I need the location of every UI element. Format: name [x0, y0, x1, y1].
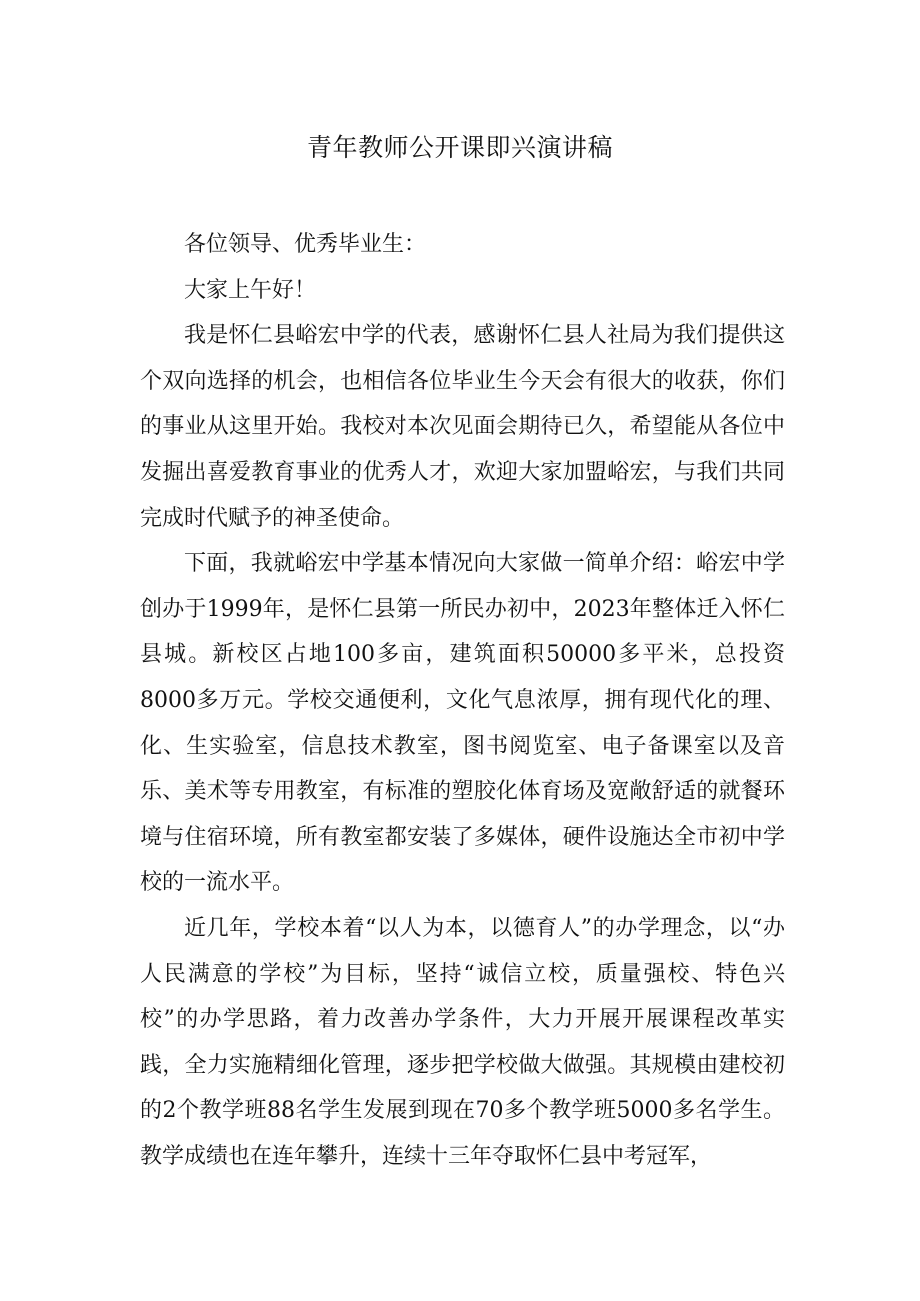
paragraph-greeting: 大家上午好！ [184, 277, 317, 303]
paragraph-introduction: 我是怀仁县峪宏中学的代表，感谢怀仁县人社局为我们提供这个双向选择的机会，也相信各位毕业生今天会有很大的收获，你们的事业从这里开始。我校对本次见面会期待已久，希望能从各位中发掘出喜爱教育事业的优秀人才，欢迎大家加盟峪宏，与我们共同完成时代赋予的神圣使命。 [140, 323, 785, 531]
document-body [140, 222, 785, 1179]
document-title: 青年教师公开课即兴演讲稿 [306, 133, 613, 162]
paragraph-school-development: 近几年，学校本着“以人为本，以德育人”的办学理念，以“办人民满意的学校”为目标，坚持“诚信立校，质量强校、特色兴校”的办学思路，着力改善办学条件，大力开展开展课程改革实践，全力实施精细化管理，逐步把学校做大做强。其规模由建校初的2个教学班88名学生发展到现在70多个教学班5000多名学生。教学成绩也在连年攀升，连续十三年夺取怀仁县中考冠军， [140, 915, 785, 1169]
paragraph-salutation: 各位领导、优秀毕业生： [184, 232, 427, 257]
paragraph-school-overview: 下面，我就峪宏中学基本情况向大家做一简单介绍：峪宏中学创办于1999年，是怀仁县第一所民办初中，2023年整体迁入怀仁县城。新校区占地100多亩，建筑面积50000多平米，总投资8000多万元。学校交通便利，文化气息浓厚，拥有现代化的理、化、生实验室，信息技术教室，图书阅览室、电子备课室以及音乐、美术等专用教室，有标准的塑胶化体育场及宽敞舒适的就餐环境与住宿环境，所有教室都安装了多媒体，硬件设施达全市初中学校的一流水平。 [140, 551, 785, 896]
